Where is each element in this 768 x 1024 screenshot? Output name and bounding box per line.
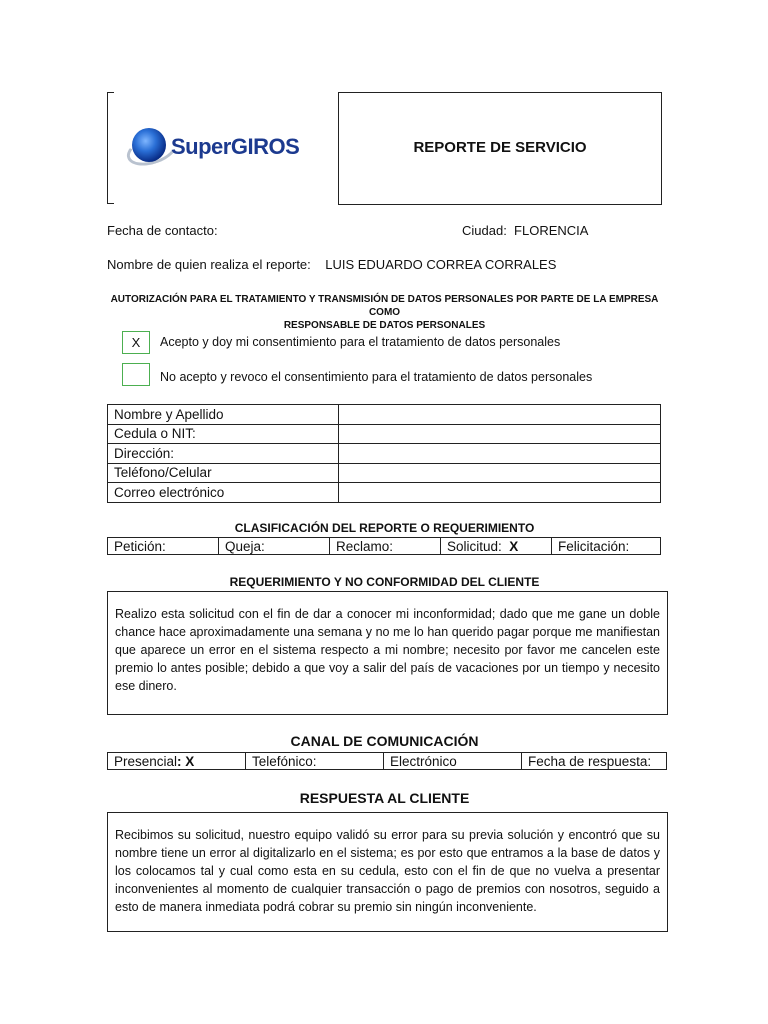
peticion-cell[interactable]: Petición: [108, 538, 219, 555]
row-value-field[interactable] [339, 405, 661, 425]
ciudad-label: Ciudad: [462, 223, 507, 238]
reporter-field [107, 257, 556, 272]
table-row [108, 538, 661, 555]
felicitacion-cell[interactable]: Felicitación: [552, 538, 661, 555]
accept-checkbox[interactable]: X [122, 331, 150, 354]
accept-label: Acepto y doy mi consentimiento para el tratamiento de datos personales [160, 335, 561, 349]
fecha-contacto-label: Fecha de contacto: [107, 223, 218, 238]
ciudad-field [462, 223, 588, 238]
classification-title: CLASIFICACIÓN DEL REPORTE O REQUERIMIENTO [234, 521, 535, 535]
logo-text: SuperGIROS [171, 134, 300, 159]
logo [110, 96, 306, 202]
table-row [108, 405, 661, 425]
authorization-title-line2: RESPONSABLE DE DATOS PERSONALES [283, 320, 486, 331]
page-title: REPORTE DE SERVICIO [413, 139, 587, 156]
queja-cell[interactable]: Queja: [219, 538, 330, 555]
authorization-title [107, 293, 662, 332]
reclamo-cell[interactable]: Reclamo: [330, 538, 441, 555]
row-label: Teléfono/Celular [108, 463, 339, 483]
row-value-field[interactable] [339, 424, 661, 444]
authorization-title-line1: AUTORIZACIÓN PARA EL TRATAMIENTO Y TRANSMISIÓN DE DATOS PERSONALES POR PARTE DE LA EMPRESA COMO [110, 294, 659, 318]
row-value-field[interactable] [339, 463, 661, 483]
row-value-field[interactable] [339, 483, 661, 503]
table-row [108, 444, 661, 464]
solicitud-mark: X [509, 538, 519, 554]
channel-table [107, 752, 667, 770]
table-row [108, 424, 661, 444]
title-box [338, 92, 662, 205]
row-label: Nombre y Apellido [108, 405, 339, 425]
globe-icon [132, 128, 166, 162]
requirement-text: Realizo esta solicitud con el fin de dar a conocer mi inconformidad; dado que me gane un doble chance hace aproximadamente una semana y no me lo han querido pagar porque me manifiestan que aparece un error en el sistema respecto a mi nombre; necesito por favor me cancelen este premio lo antes posible; debido a que voy a salir del país de vacaciones por un tiempo y necesito ese dinero. [107, 591, 668, 715]
table-row [108, 463, 661, 483]
personal-data-table [107, 404, 661, 503]
row-value-field[interactable] [339, 444, 661, 464]
reject-checkbox[interactable] [122, 363, 150, 386]
row-label: Correo electrónico [108, 483, 339, 503]
channel-title: CANAL DE COMUNICACIÓN [290, 733, 479, 749]
electronico-cell[interactable]: Electrónico [384, 753, 522, 770]
table-row [108, 483, 661, 503]
ciudad-value: FLORENCIA [514, 223, 589, 238]
telefonico-cell[interactable]: Telefónico: [246, 753, 384, 770]
row-label: Dirección: [108, 444, 339, 464]
reject-label: No acepto y revoco el consentimiento para el tratamiento de datos personales [160, 370, 593, 384]
row-label: Cedula o NIT: [108, 424, 339, 444]
reporter-value: LUIS EDUARDO CORREA CORRALES [325, 257, 557, 272]
table-row [108, 753, 667, 770]
requirement-title: REQUERIMIENTO Y NO CONFORMIDAD DEL CLIENTE [229, 575, 540, 589]
fecha-respuesta-cell[interactable]: Fecha de respuesta: [522, 753, 667, 770]
reporter-label: Nombre de quien realiza el reporte: [107, 257, 311, 272]
classification-table [107, 537, 661, 555]
presencial-mark: : X [177, 753, 195, 769]
solicitud-label: Solicitud: [447, 538, 502, 554]
presencial-label: Presencial [114, 753, 178, 769]
response-title: RESPUESTA AL CLIENTE [299, 790, 470, 806]
solicitud-cell[interactable] [441, 538, 552, 555]
presencial-cell[interactable] [108, 753, 246, 770]
response-text: Recibimos su solicitud, nuestro equipo validó su error para su previa solución y encontró que su nombre tiene un error al digitalizarlo en el sistema; es por esto que entramos a la base de datos y los colocamos tal y cual como esta en su cedula, esto con el fin de que no vuelva a presentar inconvenientes al momento de cualquier transacción o pago de premios con nosotros, seguido a esto de manera inmediata podrá cobrar su premio sin ningún inconveniente. [107, 812, 668, 932]
